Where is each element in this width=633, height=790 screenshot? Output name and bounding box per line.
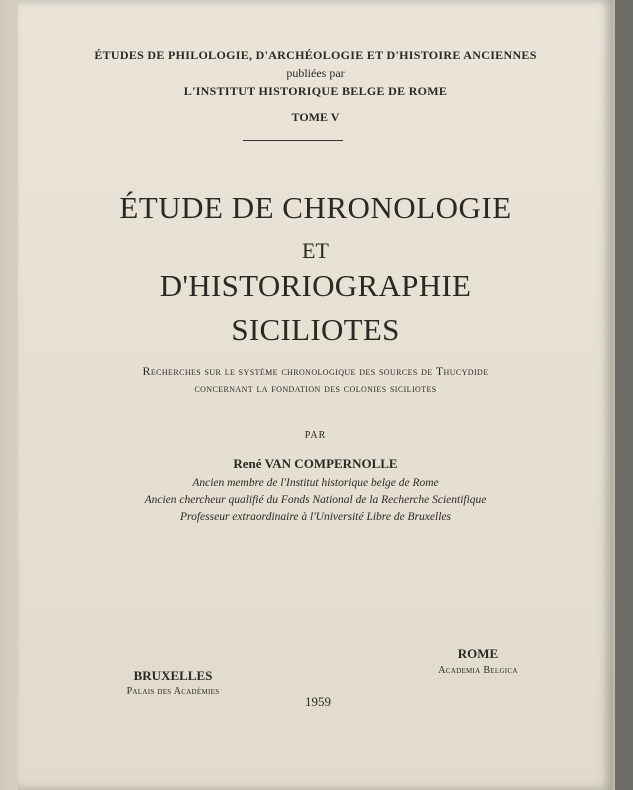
title-line-4: SICILIOTES [231,312,400,347]
title-line-1: ÉTUDE DE CHRONOLOGIE [119,190,512,225]
subtitle-line-1: Recherches sur le système chronologique des sources de Thucydide [142,364,489,378]
title-line-2: ET [302,238,329,263]
title-line-3: D'HISTORIOGRAPHIE [159,268,472,303]
author-name: René VAN COMPERNOLLE [233,456,398,471]
imprint-bruxelles: BRUXELLES [133,668,213,683]
imprint-rome: ROME [457,646,499,661]
title-page [18,0,613,790]
publication-year: 1959 [305,694,331,709]
series-line: ÉTUDES DE PHILOLOGIE, D'ARCHÉOLOGIE ET D'HISTOIRE ANCIENNES [94,48,537,62]
tome-number: TOME V [291,110,340,124]
published-by: publiées par [286,66,345,80]
imprint-rome-publisher: Academia Belgica [438,665,518,676]
author-credential: Ancien chercheur qualifié du Fonds National de la Recherche Scientifique [144,494,487,506]
author-credential: Ancien membre de l'Institut historique belge de Rome [192,477,439,489]
subtitle-line-2: concernant la fondation des colonies siciliotes [194,381,437,395]
imprint-bruxelles-publisher: Palais des Académies [126,686,220,697]
divider-rule [243,140,343,141]
by-label: PAR [304,430,327,441]
institute-name: L'INSTITUT HISTORIQUE BELGE DE ROME [183,84,448,98]
author-credential: Professeur extraordinaire à l'Université Libre de Bruxelles [180,511,451,523]
